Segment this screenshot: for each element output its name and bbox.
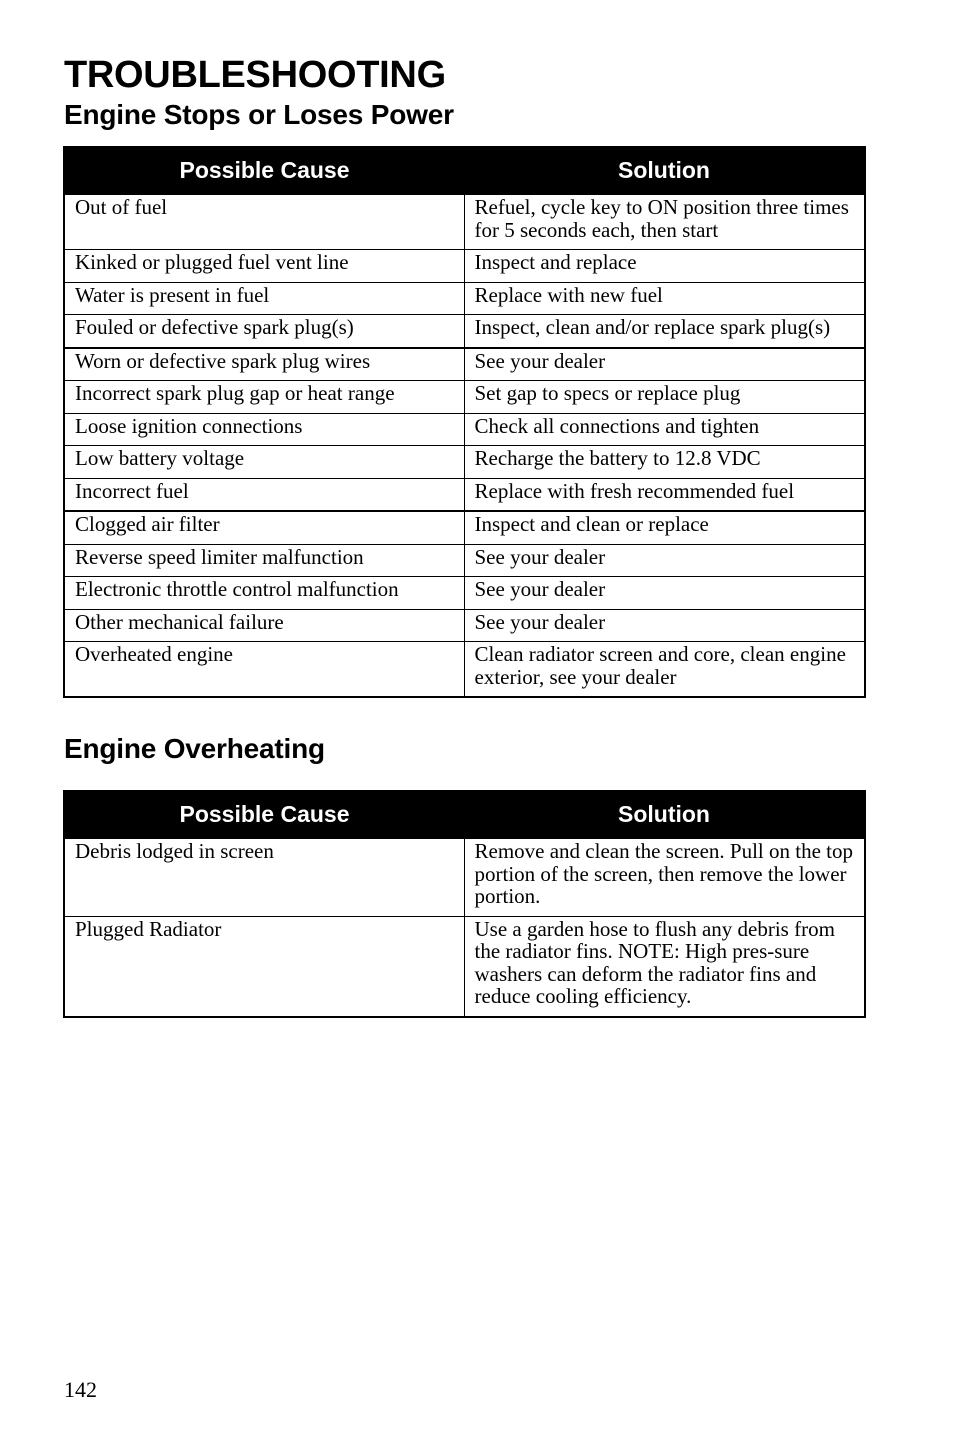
- cause-cell: Kinked or plugged fuel vent line: [64, 250, 464, 283]
- table-row: [64, 916, 865, 1017]
- cause-cell: Electronic throttle control malfunction: [64, 577, 464, 610]
- solution-cell: Check all connections and tighten: [464, 413, 865, 446]
- solution-cell: See your dealer: [464, 544, 865, 577]
- table-row: [64, 381, 865, 414]
- cause-cell: Low battery voltage: [64, 446, 464, 479]
- table-row: [64, 195, 865, 250]
- page-title: TROUBLESHOOTING: [64, 54, 446, 96]
- solution-cell: Set gap to specs or replace plug: [464, 381, 865, 414]
- cause-cell: Other mechanical failure: [64, 609, 464, 642]
- table-row: [64, 413, 865, 446]
- solution-cell: Use a garden hose to flush any debris from the radiator fins. NOTE: High pres-sure washers can deform the radiator fins and reduce cooling efficiency.: [464, 916, 865, 1017]
- solution-cell: See your dealer: [464, 609, 865, 642]
- table-row: [64, 511, 865, 544]
- solution-cell: Refuel, cycle key to ON position three times for 5 seconds each, then start: [464, 195, 865, 250]
- cause-cell: Fouled or defective spark plug(s): [64, 315, 464, 348]
- solution-cell: Remove and clean the screen. Pull on the top portion of the screen, then remove the lower portion.: [464, 839, 865, 917]
- table-row: [64, 839, 865, 917]
- page-number: 142: [64, 1377, 97, 1402]
- cause-cell: Overheated engine: [64, 642, 464, 698]
- cause-cell: Incorrect spark plug gap or heat range: [64, 381, 464, 414]
- solution-cell: Replace with new fuel: [464, 282, 865, 315]
- table-header-row: [64, 791, 865, 839]
- cause-cell: Reverse speed limiter malfunction: [64, 544, 464, 577]
- solution-cell: Inspect, clean and/or replace spark plug(s): [464, 315, 865, 348]
- cause-cell: Debris lodged in screen: [64, 839, 464, 917]
- table-row: [64, 446, 865, 479]
- engine-stops-table: [63, 146, 866, 698]
- table-row: [64, 348, 865, 381]
- cause-cell: Incorrect fuel: [64, 478, 464, 511]
- solution-cell: Inspect and clean or replace: [464, 511, 865, 544]
- table-row: [64, 250, 865, 283]
- cause-cell: Plugged Radiator: [64, 916, 464, 1017]
- cause-cell: Clogged air filter: [64, 511, 464, 544]
- column-header-cause: Possible Cause: [64, 791, 464, 839]
- cause-cell: Worn or defective spark plug wires: [64, 348, 464, 381]
- table-row: [64, 315, 865, 348]
- cause-cell: Loose ignition connections: [64, 413, 464, 446]
- solution-cell: Replace with fresh recommended fuel: [464, 478, 865, 511]
- cause-cell: Out of fuel: [64, 195, 464, 250]
- table-row: [64, 478, 865, 511]
- engine-overheating-table: [63, 790, 866, 1018]
- table-row: [64, 282, 865, 315]
- solution-cell: Recharge the battery to 12.8 VDC: [464, 446, 865, 479]
- solution-cell: Clean radiator screen and core, clean engine exterior, see your dealer: [464, 642, 865, 698]
- solution-cell: Inspect and replace: [464, 250, 865, 283]
- section-title-engine-overheating: Engine Overheating: [64, 733, 325, 764]
- column-header-cause: Possible Cause: [64, 147, 464, 195]
- column-header-solution: Solution: [464, 791, 865, 839]
- table-row: [64, 577, 865, 610]
- cause-cell: Water is present in fuel: [64, 282, 464, 315]
- table-row: [64, 544, 865, 577]
- section-title-engine-stops: Engine Stops or Loses Power: [64, 99, 454, 130]
- solution-cell: See your dealer: [464, 577, 865, 610]
- table-row: [64, 642, 865, 698]
- column-header-solution: Solution: [464, 147, 865, 195]
- table-row: [64, 609, 865, 642]
- table-header-row: [64, 147, 865, 195]
- solution-cell: See your dealer: [464, 348, 865, 381]
